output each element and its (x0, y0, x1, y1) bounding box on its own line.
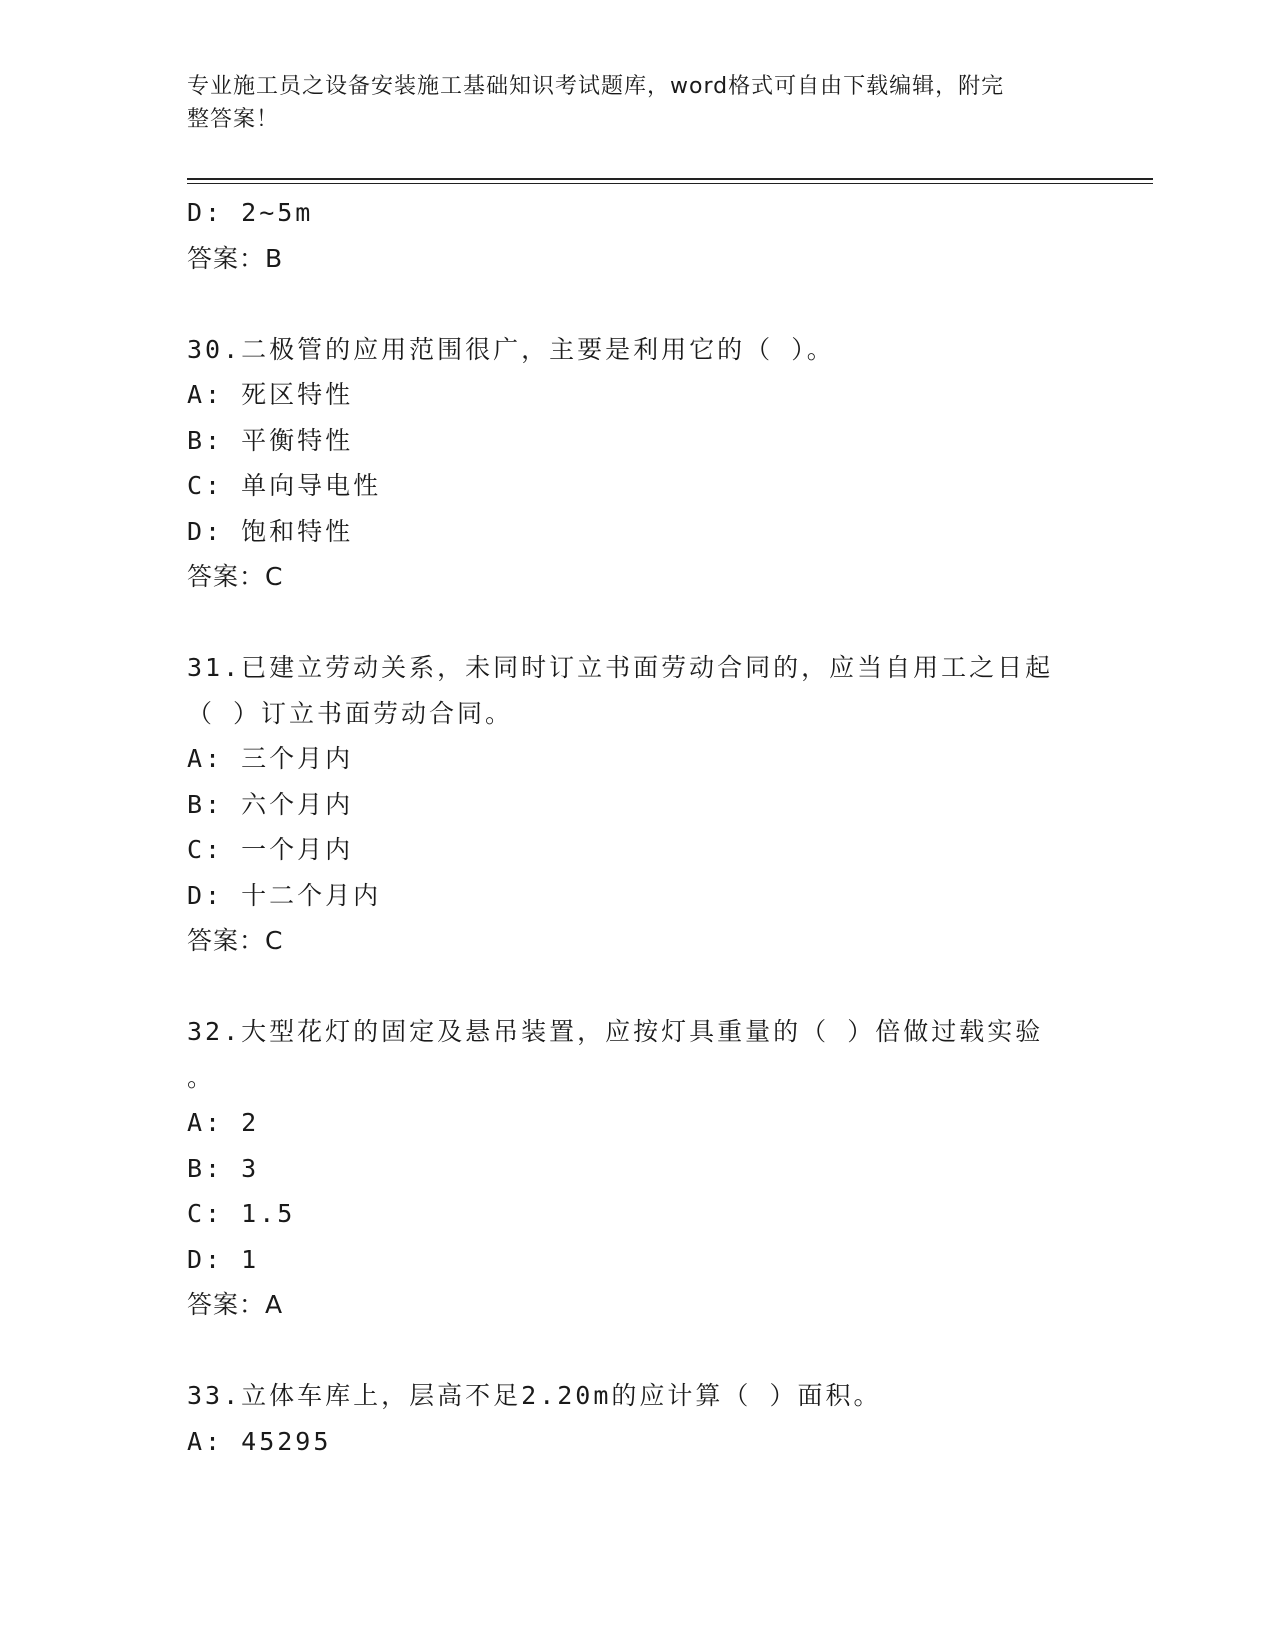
answer-line: 答案：C (187, 926, 284, 955)
question-list (187, 190, 1087, 1464)
option-a: A: 死区特性 (187, 380, 354, 409)
header-rule-thick (187, 178, 1153, 180)
question-29-tail (187, 190, 1087, 281)
header-line-2: 整答案！ (187, 107, 280, 132)
option-d: D: 饱和特性 (187, 516, 354, 546)
spacer (187, 600, 1087, 646)
question-stem: 30.二极管的应用范围很广，主要是利用它的（ ）。 (187, 334, 835, 364)
question-32 (187, 1009, 1087, 1328)
question-stem: 33.立体车库上，层高不足2.20m的应计算（ ）面积。 (187, 1381, 882, 1410)
question-stem-continued: 。 (187, 1062, 216, 1092)
option-b: B: 3 (187, 1153, 260, 1183)
option-b: B: 平衡特性 (187, 425, 354, 455)
option-c: C: 1.5 (187, 1199, 296, 1228)
option-c: C: 一个月内 (187, 835, 354, 864)
option-a: A: 2 (187, 1108, 260, 1137)
document-header (187, 70, 1067, 136)
question-30 (187, 327, 1087, 600)
question-stem: 32.大型花灯的固定及悬吊装置，应按灯具重量的（ ）倍做过载实验 (187, 1017, 1044, 1046)
question-stem-continued: （ ）订立书面劳动合同。 (187, 698, 514, 728)
question-stem: 31.已建立劳动关系，未同时订立书面劳动合同的，应当自用工之日起 (187, 653, 1054, 682)
header-line-1: 专业施工员之设备安装施工基础知识考试题库，word格式可自由下载编辑，附完 (187, 74, 1005, 99)
option-c: C: 单向导电性 (187, 471, 382, 500)
option-a: A: 三个月内 (187, 744, 354, 773)
header-rule-thin (187, 183, 1153, 184)
option-d: D: 十二个月内 (187, 880, 382, 910)
question-31 (187, 645, 1087, 964)
question-33 (187, 1373, 1087, 1464)
option-b: B: 六个月内 (187, 789, 354, 819)
answer-line: 答案：A (187, 1290, 284, 1319)
answer-line: 答案：C (187, 562, 284, 591)
option-d: D: 2~5m (187, 198, 314, 227)
option-d: D: 1 (187, 1244, 260, 1274)
spacer (187, 281, 1087, 327)
option-a: A: 45295 (187, 1426, 332, 1456)
spacer (187, 964, 1087, 1010)
answer-line: 答案：B (187, 243, 284, 273)
spacer (187, 1328, 1087, 1374)
